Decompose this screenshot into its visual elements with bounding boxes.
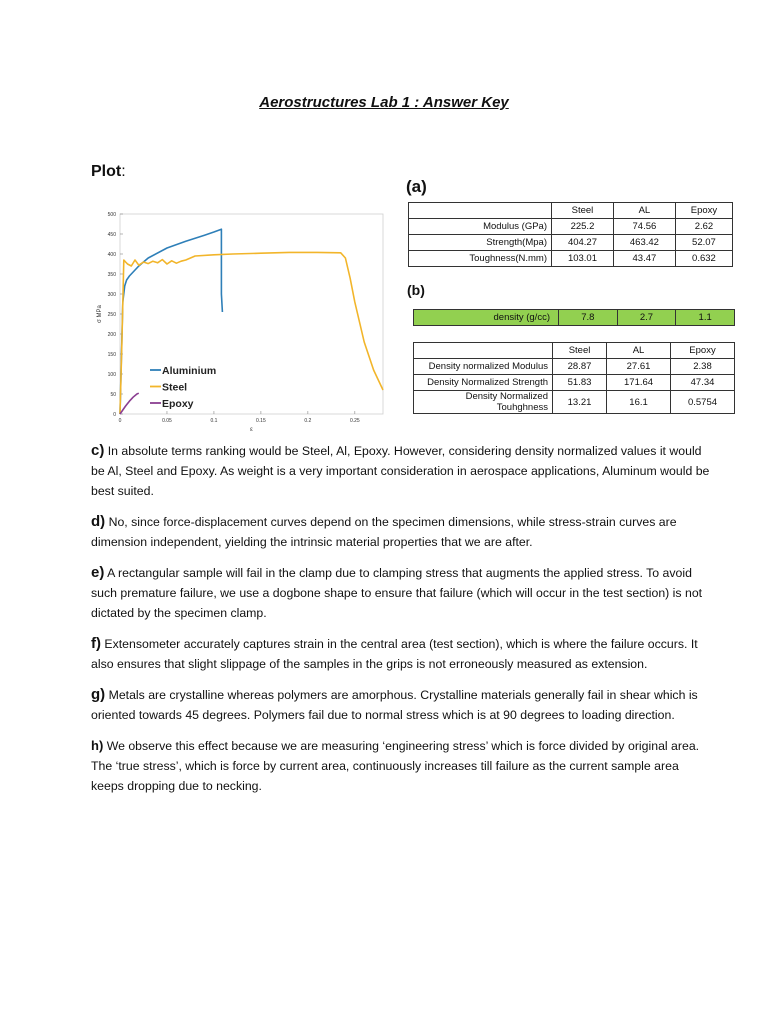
props-table-cell: 225.2: [552, 219, 614, 235]
density-label: density (g/cc): [414, 310, 559, 326]
normalized-table-cell: 28.87: [553, 359, 607, 375]
normalized-table-cell: 0.5754: [671, 391, 735, 414]
plot-heading: [91, 163, 126, 181]
normalized-table-row: [414, 359, 735, 375]
y-tick-label: 0: [113, 412, 116, 418]
answer-text: A rectangular sample will fail in the clamp due to clamping stress that augments the applied stress. To avoid such premature failure, we use a dogbone shape to ensure that failure (which will occur in the test section) is not dictated by the specimen clamp.: [91, 566, 703, 620]
normalized-table-cell: 47.34: [671, 375, 735, 391]
props-table-cell: Steel: [552, 203, 614, 219]
density-normalized-table: [413, 342, 735, 414]
props-table-row-label: Strength(Mpa): [409, 235, 552, 251]
x-tick-label: 0: [118, 418, 122, 424]
props-table-row: [409, 251, 733, 267]
plot-heading-colon: :: [121, 163, 126, 180]
answer-paragraph: [91, 736, 711, 796]
plot-area-frame: [120, 214, 383, 414]
normalized-table-row: [414, 391, 735, 414]
y-tick-label: 300: [107, 292, 116, 298]
density-table: [413, 309, 735, 326]
props-table-cell: 103.01: [552, 251, 614, 267]
normalized-table-row-label: [414, 343, 553, 359]
x-tick-label: 0.2: [304, 418, 312, 424]
props-table-header-row: [409, 203, 733, 219]
answer-paragraph: [91, 563, 711, 623]
answer-text: We observe this effect because we are measuring ‘engineering stress’ which is force divided by original area. The ‘true stress’, which is force by current area, continuously increases till failure as the current sample area keeps dropping due to necking.: [91, 739, 700, 793]
legend-label-steel: Steel: [162, 381, 188, 394]
y-tick-label: 150: [107, 352, 116, 358]
y-tick-label: 400: [107, 252, 116, 258]
props-table-cell: 404.27: [552, 235, 614, 251]
series-line-epoxy: [120, 393, 139, 414]
answer-key: h): [91, 738, 104, 753]
props-table-cell: 0.632: [675, 251, 732, 267]
y-tick-label: 250: [107, 312, 116, 318]
normalized-table-cell: Steel: [553, 343, 607, 359]
y-tick-label: 50: [110, 392, 116, 398]
series-line-steel: [120, 252, 383, 414]
answer-key: f): [91, 635, 101, 652]
normalized-table-cell: 2.38: [671, 359, 735, 375]
answer-paragraph: [91, 441, 711, 501]
answers-section: [91, 441, 711, 807]
material-properties-table: [408, 202, 733, 267]
density-cell: 2.7: [617, 310, 676, 326]
normalized-table-row: [414, 375, 735, 391]
answer-text: In absolute terms ranking would be Steel, Al, Epoxy. However, considering density normalized values it would be Al, Steel and Epoxy. As weight is a very important consideration in aerospace applications, Aluminum would be best suited.: [91, 444, 710, 498]
props-table-cell: 74.56: [613, 219, 675, 235]
answer-key: g): [91, 686, 106, 703]
answer-paragraph: [91, 512, 711, 552]
y-tick-label: 200: [107, 332, 116, 338]
density-row: [414, 310, 735, 326]
normalized-table-row-label: Density Normalized Touhghness: [414, 391, 553, 414]
answer-key: d): [91, 513, 106, 530]
props-table-row-label: Modulus (GPa): [409, 219, 552, 235]
props-table-row: [409, 219, 733, 235]
normalized-table-cell: 16.1: [607, 391, 671, 414]
section-label-b: (b): [407, 282, 425, 298]
normalized-table-cell: 51.83: [553, 375, 607, 391]
y-tick-label: 500: [107, 212, 116, 218]
normalized-table-row-label: Density Normalized Strength: [414, 375, 553, 391]
x-tick-label: 0.15: [256, 418, 266, 424]
normalized-table-cell: 13.21: [553, 391, 607, 414]
stress-strain-chart: [86, 204, 386, 433]
props-table-row-label: Toughness(N.mm): [409, 251, 552, 267]
answer-text: No, since force-displacement curves depend on the specimen dimensions, while stress-strain curves are dimension independent, yielding the intrinsic material properties that we are after.: [91, 515, 677, 549]
normalized-table-cell: 171.64: [607, 375, 671, 391]
y-tick-label: 350: [107, 272, 116, 278]
x-tick-label: 0.05: [162, 418, 172, 424]
answer-key: c): [91, 442, 105, 459]
answer-text: Metals are crystalline whereas polymers are amorphous. Crystalline materials generally fail in shear which is oriented towards 45 degrees. Polymers fail due to normal stress which is at 90 degrees to loading direction.: [91, 688, 698, 722]
answer-key: e): [91, 564, 105, 581]
y-tick-label: 100: [107, 372, 116, 378]
props-table-row: [409, 235, 733, 251]
density-cell: 1.1: [676, 310, 735, 326]
legend-label-aluminium: Aluminium: [162, 365, 217, 377]
x-axis-label: ε: [250, 427, 253, 433]
page-title: Aerostructures Lab 1 : Answer Key: [259, 94, 509, 111]
props-table-cell: 463.42: [613, 235, 675, 251]
density-cell: 7.8: [559, 310, 618, 326]
legend-label-epoxy: Epoxy: [162, 398, 194, 410]
section-label-a: (a): [406, 177, 427, 196]
x-tick-label: 0.25: [349, 418, 360, 424]
normalized-table-header-row: [414, 343, 735, 359]
props-table-cell: AL: [613, 203, 675, 219]
y-tick-label: 450: [107, 232, 116, 238]
props-table-cell: 43.47: [613, 251, 675, 267]
props-table-cell: Epoxy: [675, 203, 732, 219]
normalized-table-row-label: Density normalized Modulus: [414, 359, 553, 375]
answer-text: Extensometer accurately captures strain in the central area (test section), which is where the failure occurs. It also ensures that slight slippage of the samples in the grips is not erroneously measured as extension.: [91, 637, 698, 671]
normalized-table-cell: 27.61: [607, 359, 671, 375]
props-table-row-label: [409, 203, 552, 219]
x-tick-label: 0.1: [210, 418, 218, 424]
y-axis-label: σ MPa: [97, 305, 103, 323]
answer-paragraph: [91, 634, 711, 674]
normalized-table-cell: AL: [607, 343, 671, 359]
normalized-table-cell: Epoxy: [671, 343, 735, 359]
plot-heading-text: Plot: [91, 163, 122, 180]
answer-paragraph: [91, 685, 711, 725]
props-table-cell: 52.07: [675, 235, 732, 251]
props-table-cell: 2.62: [675, 219, 732, 235]
